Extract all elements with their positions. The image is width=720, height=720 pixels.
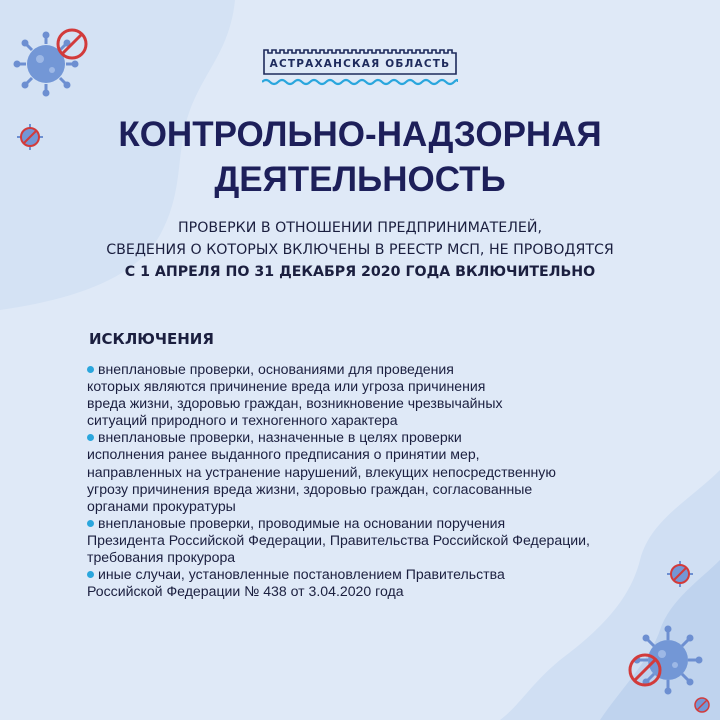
page-title (60, 112, 660, 202)
bullet-icon (87, 520, 94, 527)
list-item-line: направленных на устранение нарушений, влекущих непосредственную (87, 463, 556, 480)
title-line-1: КОНТРОЛЬНО-НАДЗОРНАЯ (118, 115, 602, 154)
list-item (87, 566, 707, 600)
list-item-line: которых являются причинение вреда или угроза причинения (87, 378, 486, 395)
virus-icon (695, 698, 709, 712)
list-item (87, 429, 707, 514)
list-item-line: внеплановые проверки, проводимые на основании поручения (98, 514, 506, 531)
list-item-line: угрозу причинения вреда жизни, здоровью граждан, согласованные (87, 480, 533, 497)
list-item (87, 361, 707, 429)
list-item-line: Российской Федерации № 438 от 3.04.2020 года (87, 583, 404, 600)
exceptions-heading: ИСКЛЮЧЕНИЯ (89, 330, 214, 348)
virus-icon (14, 32, 79, 97)
list-item-line: ситуаций природного и техногенного характера (87, 412, 398, 429)
title-line-2: ДЕЯТЕЛЬНОСТЬ (214, 160, 506, 199)
wave-ornament (262, 78, 458, 86)
list-item-line: вреда жизни, здоровью граждан, возникновение чрезвычайных (87, 395, 503, 412)
list-item-line: внеплановые проверки, основаниями для проведения (98, 361, 454, 377)
bullet-icon (87, 366, 94, 373)
subtitle-line-1: ПРОВЕРКИ В ОТНОШЕНИИ ПРЕДПРИНИМАТЕЛЕЙ, (177, 220, 542, 236)
exceptions-list (87, 361, 707, 600)
subtitle-line-2: СВЕДЕНИЯ О КОТОРЫХ ВКЛЮЧЕНЫ В РЕЕСТР МСП, НЕ ПРОВОДЯТСЯ (106, 242, 614, 258)
subtitle-date-range: С 1 АПРЕЛЯ ПО 31 ДЕКАБРЯ 2020 ГОДА ВКЛЮЧИТЕЛЬНО (124, 264, 596, 280)
list-item-line: органами прокуратуры (87, 497, 236, 514)
list-item-line: исполнения ранее выданного предписания о принятии мер, (87, 446, 480, 463)
list-item (87, 515, 707, 566)
list-item-line: Президента Российской Федерации, Правительства Российской Федерации, (87, 531, 590, 548)
bullet-icon (87, 571, 94, 578)
logo-text: АСТРАХАНСКАЯ ОБЛАСТЬ (269, 58, 451, 70)
list-item-line: иные случаи, установленные постановлением Правительства (98, 566, 505, 583)
region-logo (262, 48, 458, 88)
subtitle-block (40, 217, 680, 283)
list-item-line: требования прокурора (87, 549, 236, 566)
bullet-icon (87, 434, 94, 441)
list-item-line: внеплановые проверки, назначенные в целях проверки (98, 429, 462, 446)
